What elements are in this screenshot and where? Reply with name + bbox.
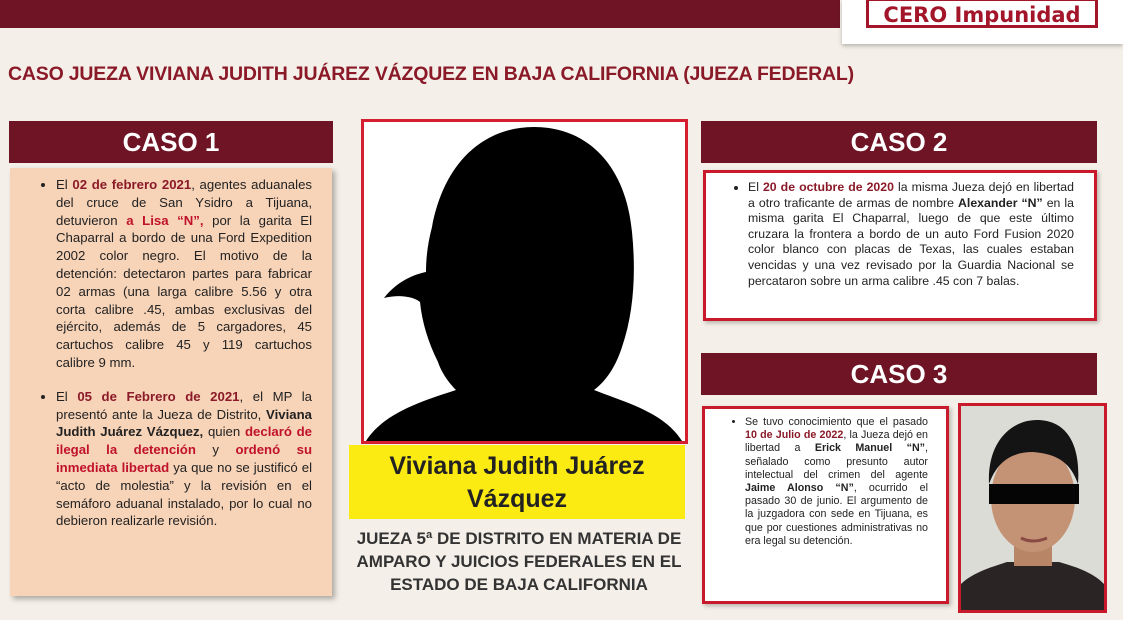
page-title: CASO JUEZA VIVIANA JUDITH JUÁREZ VÁZQUEZ EN BAJA CALIFORNIA (JUEZA FEDERAL) bbox=[8, 63, 854, 85]
judge-name: Viviana Judith Juárez Vázquez bbox=[349, 445, 685, 519]
case1-panel bbox=[10, 168, 332, 596]
female-silhouette-icon bbox=[364, 122, 685, 441]
case2-paragraph: • El 20 de octubre de 2020 la misma Jueza dejó en libertad a otro traficante de armas de nombre Alexander “N” en la misma garita El Chaparral, luego de que este último cruzara la frontera a bordo de un auto Ford Fusion 2020 color blanco con placas de Texas, las cuales estaban vencidas y una vez revisado por la Guardia Nacional se percataron sobre un arma calibre .45 con 7 balas. bbox=[748, 180, 1074, 289]
case1-header: CASO 1 bbox=[9, 121, 333, 163]
top-banner-bar bbox=[0, 0, 840, 28]
brand-logo: CERO Impunidad bbox=[866, 0, 1098, 28]
case2-panel bbox=[703, 170, 1097, 321]
case3-paragraph: • Se tuvo conocimiento que el pasado 10 de Julio de 2022, la Jueza dejó en libertad a Erick Manuel “N”, señalado como presunto autor intelectual del crimen del agente Jaime Alonso “N”, ocurrido el pasado 30 de junio. El argumento de la juzgadora con sede en Tijuana, es que por cuestiones administrativas no era legal su detención. bbox=[745, 416, 928, 548]
case1-paragraph-1: • El 02 de febrero 2021, agentes aduanales del cruce de San Ysidro a Tijuana, detuvieron a Lisa “N”, por la garita El Chaparral a bordo de una Ford Expedition 2002 color negro. El motivo de la detención: detectaron partes para fabricar 02 armas (una larga calibre 5.56 y otra corta calibre .45, ambas exclusivas del ejército, además de 5 cargadores, 45 cartuchos calibre 45 y 119 cartuchos calibre 9 mm. bbox=[56, 176, 312, 372]
judge-role: JUEZA 5ª DE DISTRITO EN MATERIA DE AMPARO Y JUICIOS FEDERALES EN EL ESTADO DE BAJA CALIFORNIA bbox=[356, 529, 682, 594]
brand-logo-box bbox=[842, 0, 1123, 44]
case3-header: CASO 3 bbox=[701, 353, 1097, 395]
suspect-photo bbox=[958, 403, 1107, 613]
suspect-portrait-icon bbox=[961, 406, 1104, 610]
case3-panel bbox=[702, 406, 949, 604]
judge-silhouette-frame bbox=[361, 119, 688, 444]
case1-paragraph-2: • El 05 de Febrero de 2021, el MP la presentó ante la Jueza de Distrito, Viviana Judith Juárez Vázquez, quien declaró de ilegal la detención y ordenó su inmediata libertad ya que no se justificó el “acto de molestia” y la revisión en el semáforo aduanal instalado, por lo cual no debieron realizarle revisión. bbox=[56, 388, 312, 530]
case2-header: CASO 2 bbox=[701, 121, 1097, 163]
